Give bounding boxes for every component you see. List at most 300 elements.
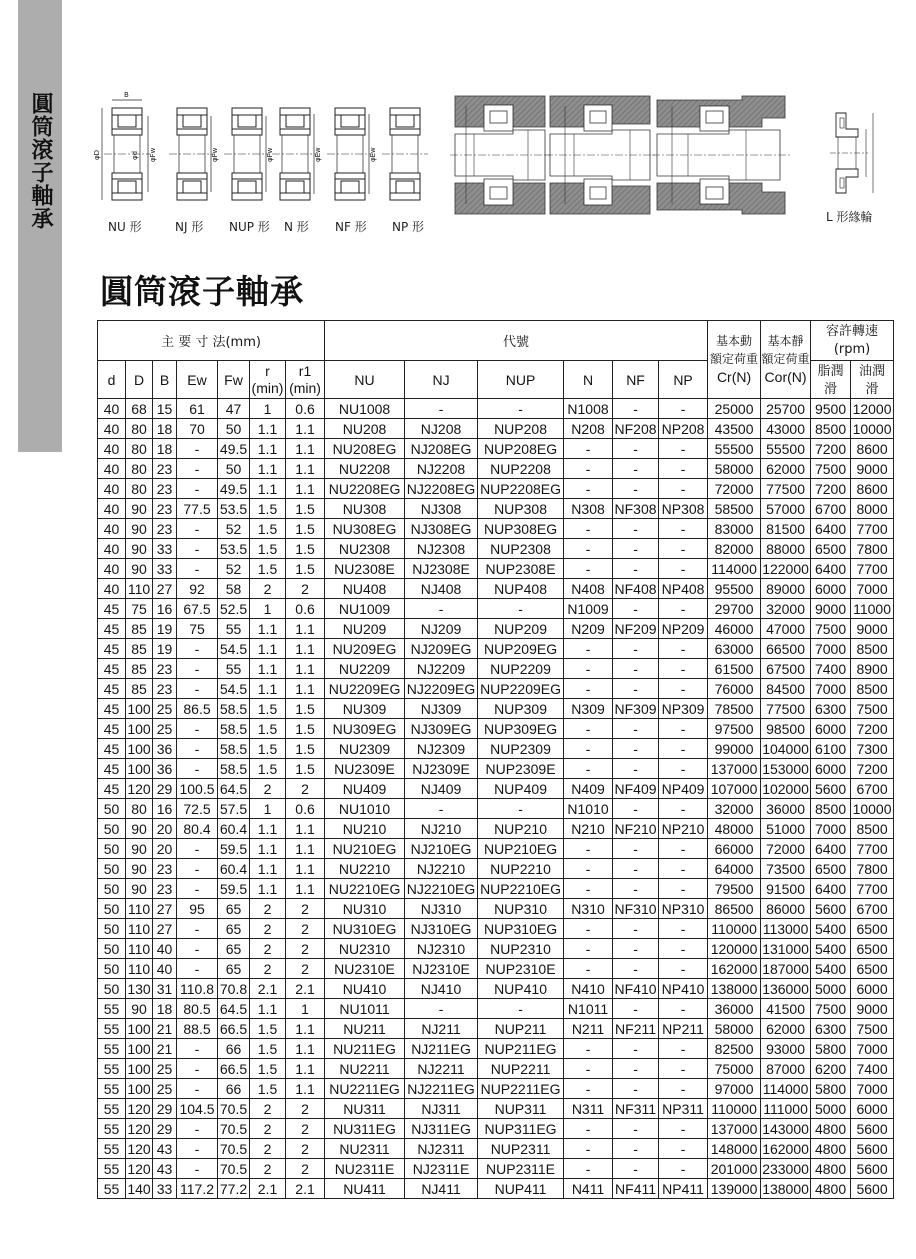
cell-r1: 2 (286, 579, 325, 599)
table-row (98, 1139, 894, 1159)
cell-oil-speed: 5600 (851, 1119, 894, 1139)
cell-np: - (659, 1119, 708, 1139)
cell-d: 50 (98, 939, 126, 959)
cell-n: N311 (564, 1099, 613, 1119)
cell-ew: 75 (177, 619, 218, 639)
cell-nf: NF209 (614, 620, 657, 637)
cell-b: 16 (153, 599, 177, 619)
cell-fw: 70.5 (218, 1099, 250, 1119)
table-row (98, 1179, 894, 1199)
cell-nf: - (613, 939, 659, 959)
cell-d: 40 (98, 559, 126, 579)
cell-grease-speed: 5800 (811, 1039, 851, 1059)
cell-outer-d: 120 (127, 780, 151, 797)
cell-nj: NJ209EG (405, 639, 478, 659)
cell-nup: NUP211EG (478, 1039, 564, 1059)
cell-b: 33 (153, 559, 177, 579)
nf-type-drawing (327, 108, 377, 200)
cell-cor: 113000 (761, 919, 811, 939)
cell-oil-speed: 12000 (851, 399, 894, 419)
cell-fw: 66.5 (218, 1019, 250, 1039)
cell-nu: NU1011 (325, 999, 405, 1019)
cell-d: 45 (98, 619, 126, 639)
cell-r: 1.1 (250, 819, 286, 839)
cell-ew: 95 (177, 899, 218, 919)
cell-b: 33 (153, 539, 177, 559)
cell-np: - (659, 639, 708, 659)
l-flange-ring-drawing (830, 113, 873, 193)
cell-outer-d: 90 (126, 519, 153, 539)
cell-nf: - (613, 519, 659, 539)
cell-r1: 1.5 (286, 719, 325, 739)
cell-b: 29 (153, 1099, 177, 1119)
cell-b: 25 (153, 699, 177, 719)
cell-outer-d: 90 (126, 499, 153, 519)
cell-r: 1.5 (250, 539, 286, 559)
cell-r1: 1.1 (286, 879, 325, 899)
cell-r1: 1.1 (286, 1019, 325, 1039)
cell-n: - (564, 639, 613, 659)
cell-nf: - (613, 599, 659, 619)
table-row (98, 979, 894, 999)
table-row (98, 879, 894, 899)
cell-nup: NUP2209EG (478, 679, 564, 699)
cell-ew: 67.5 (177, 599, 218, 619)
cell-oil-speed: 8500 (851, 679, 894, 699)
table-row (98, 899, 894, 919)
cell-r: 1.1 (250, 839, 286, 859)
cell-oil-speed: 7500 (851, 699, 894, 719)
cell-np: - (659, 399, 708, 419)
cell-outer-d: 100 (127, 720, 151, 737)
col-header-r-label: r (265, 362, 270, 379)
cell-ew: - (177, 639, 218, 659)
cell-oil-speed: 5600 (851, 1179, 894, 1199)
col-header-oil (851, 361, 894, 399)
cell-nj: NJ2308E (405, 559, 478, 579)
cell-b: 40 (153, 939, 177, 959)
cell-oil-speed: 8900 (851, 659, 894, 679)
cell-cr: 120000 (708, 939, 761, 959)
cell-outer-d: 100 (127, 1020, 151, 1037)
cell-grease-speed: 5000 (811, 1099, 851, 1119)
cell-fw: 64.5 (218, 999, 250, 1019)
cell-b: 23 (153, 459, 177, 479)
cell-n: - (564, 719, 613, 739)
cell-cor: 72000 (761, 839, 811, 859)
cell-r: 1.1 (250, 459, 286, 479)
cell-r1: 2 (286, 959, 325, 979)
cell-nf: NF411 (613, 1179, 659, 1199)
cell-oil-speed: 8600 (851, 479, 894, 499)
cell-cr: 29700 (708, 599, 761, 619)
cell-nf: - (613, 479, 659, 499)
cell-nup: NUP209EG (478, 639, 564, 659)
cell-b: 29 (153, 779, 177, 799)
cell-nup: NUP2210 (478, 859, 564, 879)
cell-d: 55 (98, 1139, 126, 1159)
cell-nf: NF311 (613, 1099, 659, 1119)
cell-d: 55 (98, 1039, 126, 1059)
col-header-r-min: (min) (251, 379, 284, 396)
cell-nj: - (405, 799, 478, 819)
cell-nup: NUP208EG (478, 439, 564, 459)
cell-fw: 49.5 (218, 479, 250, 499)
cell-r: 2 (250, 919, 286, 939)
cell-fw: 65 (218, 939, 250, 959)
cell-grease-speed: 7500 (811, 999, 851, 1019)
cell-nj: NJ2211EG (405, 1079, 478, 1099)
cell-n: - (564, 459, 613, 479)
cell-r: 1.5 (250, 1079, 286, 1099)
header-row-groups (98, 321, 894, 361)
static-load-line2: 額定荷重 (761, 352, 810, 366)
cell-oil-speed: 8500 (851, 639, 894, 659)
cell-fw: 60.4 (218, 859, 250, 879)
cell-fw: 70.5 (218, 1119, 250, 1139)
cell-b: 40 (153, 959, 177, 979)
cell-d: 50 (98, 899, 126, 919)
table-row (98, 799, 894, 819)
cell-nup: NUP2211EG (478, 1079, 564, 1099)
cell-oil-speed: 7000 (851, 579, 894, 599)
cell-nup: - (478, 599, 564, 619)
table-row (98, 1039, 894, 1059)
cell-r1: 2 (286, 1119, 325, 1139)
cell-cor: 25700 (761, 399, 811, 419)
cell-r1: 1.5 (286, 559, 325, 579)
cell-nup: NUP2210EG (478, 879, 564, 899)
cell-n: - (564, 759, 613, 779)
cell-r1: 0.6 (286, 799, 325, 819)
cell-r: 1.5 (250, 499, 286, 519)
cell-nj: NJ208EG (405, 439, 478, 459)
cell-d: 45 (98, 719, 126, 739)
cell-n: - (564, 659, 613, 679)
cell-r: 1.1 (250, 479, 286, 499)
cell-nu: NU410 (325, 979, 405, 999)
cell-nj: NJ309EG (405, 719, 478, 739)
cell-fw: 52.5 (218, 599, 250, 619)
table-row (98, 1119, 894, 1139)
cell-nup: NUP309EG (478, 719, 564, 739)
cell-nu: NU208 (325, 419, 405, 439)
cell-nu: NU2211 (325, 1059, 405, 1079)
cell-d: 45 (98, 679, 126, 699)
l-flange-ring-label: L 形緣輪 (826, 210, 873, 224)
cell-ew: - (177, 959, 218, 979)
cell-nu: NU2311E (325, 1159, 405, 1179)
cell-grease-speed: 8500 (811, 419, 851, 439)
cell-grease-speed: 7400 (811, 659, 851, 679)
cell-outer-d: 100 (127, 700, 151, 717)
table-row (98, 619, 894, 639)
cell-np: - (659, 459, 708, 479)
cell-cr: 61500 (708, 659, 761, 679)
cell-grease-speed: 6200 (811, 1059, 851, 1079)
cell-r: 2.1 (250, 1179, 286, 1199)
cell-nj: - (405, 599, 478, 619)
cell-np: - (659, 659, 708, 679)
cell-fw: 55 (218, 659, 250, 679)
cell-n: - (564, 1159, 613, 1179)
cell-nup: NUP411 (478, 1179, 564, 1199)
cell-b: 23 (153, 519, 177, 539)
cell-nf: - (613, 1079, 659, 1099)
cell-r: 2 (250, 939, 286, 959)
cell-outer-d: 110 (126, 899, 153, 919)
cell-outer-d: 110 (126, 959, 153, 979)
cell-n: - (564, 539, 613, 559)
cell-outer-d: 90 (126, 999, 153, 1019)
cell-nj: NJ2208 (405, 459, 478, 479)
cell-np: - (659, 839, 708, 859)
cell-grease-speed: 6500 (811, 539, 851, 559)
cell-r1: 2 (286, 1099, 325, 1119)
cell-cr: 86500 (708, 899, 761, 919)
cell-oil-speed: 11000 (851, 599, 894, 619)
cell-outer-d: 90 (126, 539, 153, 559)
dim-label-ew: φEw (369, 147, 377, 162)
cell-nf: - (613, 639, 659, 659)
cell-cor: 73500 (761, 859, 811, 879)
table-body (98, 399, 894, 1199)
cell-r1: 0.6 (286, 399, 325, 419)
cell-b: 15 (153, 399, 177, 419)
cell-r: 1.5 (250, 739, 286, 759)
cell-fw: 52 (218, 519, 250, 539)
cell-ew: 72.5 (177, 799, 218, 819)
cell-nu: NU210 (325, 819, 405, 839)
table-row (98, 1159, 894, 1179)
cell-outer-d: 85 (126, 619, 153, 639)
cell-ew: - (177, 459, 218, 479)
table-row (98, 699, 894, 719)
cell-ew: 104.5 (177, 1099, 218, 1119)
table-row (98, 579, 894, 599)
cell-cr: 79500 (708, 879, 761, 899)
cell-nu: NU2208EG (325, 479, 405, 499)
cell-np: - (659, 739, 708, 759)
cell-r: 1.1 (250, 859, 286, 879)
cell-cr: 97000 (708, 1079, 761, 1099)
cell-nj: NJ2308 (405, 539, 478, 559)
cell-nj: NJ2211 (405, 1059, 478, 1079)
cell-nf: - (613, 659, 659, 679)
table-row (98, 479, 894, 499)
cell-nu: NU2210EG (325, 879, 405, 899)
cell-np: NP410 (659, 979, 708, 999)
table-row (98, 659, 894, 679)
cell-np: - (659, 1079, 708, 1099)
cell-n: - (564, 1059, 613, 1079)
cell-np: NP211 (659, 1019, 708, 1039)
cell-nj: NJ2209EG (405, 679, 478, 699)
cell-cor: 104000 (762, 740, 809, 757)
cell-nu: NU2308 (325, 539, 405, 559)
cell-n: N408 (564, 579, 613, 599)
cell-nf: - (613, 839, 659, 859)
dim-label-b: B (124, 91, 129, 99)
cell-oil-speed: 7800 (851, 859, 894, 879)
cell-ew: - (177, 1159, 218, 1179)
cell-np: - (659, 1139, 708, 1159)
dynamic-load-line2: 額定荷重 (710, 352, 759, 366)
cell-outer-d: 85 (126, 639, 153, 659)
cell-outer-d: 90 (126, 559, 153, 579)
col-header-r1 (286, 361, 325, 399)
table-row (98, 419, 894, 439)
cell-n: - (564, 1079, 613, 1099)
col-header-d: d (98, 361, 126, 399)
cell-d: 40 (98, 479, 126, 499)
cell-grease-speed: 7000 (811, 639, 851, 659)
cell-grease-speed: 7000 (811, 679, 851, 699)
cell-d: 45 (98, 739, 126, 759)
cell-r: 1.1 (250, 639, 286, 659)
cell-b: 29 (153, 1119, 177, 1139)
cell-ew: 77.5 (177, 499, 218, 519)
cell-nup: NUP209 (478, 619, 564, 639)
cell-n: - (564, 439, 613, 459)
cell-nu: NU2209EG (325, 679, 405, 699)
cell-r1: 1.1 (286, 679, 325, 699)
cell-r: 1.5 (250, 699, 286, 719)
cell-nu: NU310EG (325, 919, 405, 939)
cell-np: - (659, 799, 708, 819)
col-header-grease-line2: 滑 (824, 381, 838, 397)
cell-r1: 1.1 (286, 1079, 325, 1099)
cell-r1: 1.1 (286, 819, 325, 839)
cell-n: N208 (564, 419, 613, 439)
cell-nj: NJ210 (405, 819, 478, 839)
dim-label-bore: φd (131, 150, 139, 160)
cell-ew: 80.5 (177, 999, 218, 1019)
cell-n: - (564, 559, 613, 579)
cell-nf: - (613, 399, 659, 419)
cell-fw: 60.4 (218, 819, 250, 839)
col-header-b: B (153, 361, 177, 399)
section-tab-label: 圓筒滾子軸承 (28, 92, 53, 230)
cell-fw: 65 (218, 899, 250, 919)
cell-cor: 86000 (761, 899, 811, 919)
cell-r: 1.1 (250, 659, 286, 679)
cell-d: 55 (98, 1159, 126, 1179)
cell-ew: - (177, 1079, 218, 1099)
cell-oil-speed: 9000 (851, 619, 894, 639)
cell-oil-speed: 6000 (851, 979, 894, 999)
cell-outer-d: 75 (126, 599, 153, 619)
bearing-spec-table (97, 320, 894, 1199)
cell-grease-speed: 7200 (811, 439, 851, 459)
cell-cor: 62000 (761, 459, 811, 479)
cell-outer-d: 85 (126, 659, 153, 679)
cell-cor: 55500 (761, 439, 811, 459)
cell-np: - (659, 1039, 708, 1059)
cell-nup: NUP311 (478, 1099, 564, 1119)
table-row (98, 819, 894, 839)
cell-d: 50 (98, 819, 126, 839)
cell-ew: - (177, 1119, 218, 1139)
cell-np: NP411 (659, 1179, 708, 1199)
cell-cr: 137000 (708, 1119, 761, 1139)
cell-ew: - (177, 879, 218, 899)
cell-cr: 72000 (708, 479, 761, 499)
cell-r1: 1.5 (286, 759, 325, 779)
table-row (98, 859, 894, 879)
col-header-nu: NU (325, 361, 405, 399)
cell-ew: - (177, 519, 218, 539)
cell-nj: NJ210EG (405, 839, 478, 859)
cell-fw: 66.5 (218, 1059, 250, 1079)
cell-d: 45 (98, 599, 126, 619)
cell-b: 23 (153, 659, 177, 679)
cell-b: 18 (153, 419, 177, 439)
cell-nup: NUP408 (478, 579, 564, 599)
cell-b: 33 (153, 1179, 177, 1199)
cell-nu: NU1010 (325, 799, 405, 819)
cell-oil-speed: 5600 (851, 1139, 894, 1159)
cell-grease-speed: 7000 (811, 819, 851, 839)
cell-cr: 83000 (708, 519, 761, 539)
nup-type-drawing (224, 108, 274, 200)
cell-r1: 1.1 (286, 1039, 325, 1059)
cell-ew: - (177, 759, 218, 779)
cell-ew: - (177, 559, 218, 579)
cell-ew: - (177, 739, 218, 759)
cell-b: 23 (153, 859, 177, 879)
cell-r: 1.1 (250, 879, 286, 899)
cell-cor: 57000 (761, 499, 811, 519)
cell-cor: 36000 (761, 799, 811, 819)
cell-b: 23 (153, 499, 177, 519)
cell-n: N409 (564, 779, 613, 799)
speed-header-line2: (rpm) (833, 341, 871, 357)
cell-nup: - (478, 399, 564, 419)
cell-cr: 78500 (708, 699, 761, 719)
cell-oil-speed: 7200 (851, 759, 894, 779)
cell-nj: NJ310 (405, 899, 478, 919)
cell-grease-speed: 6500 (811, 859, 851, 879)
cell-cr: 148000 (708, 1139, 761, 1159)
cell-nup: NUP410 (478, 979, 564, 999)
cell-nu: NU210EG (325, 839, 405, 859)
cell-n: - (564, 1039, 613, 1059)
cell-outer-d: 120 (127, 1100, 151, 1117)
cell-fw: 53.5 (218, 539, 250, 559)
cell-r1: 1.5 (286, 519, 325, 539)
cell-b: 18 (153, 439, 177, 459)
cell-nu: NU2209 (325, 659, 405, 679)
cell-nf: NF208 (614, 420, 657, 437)
cell-np: - (659, 679, 708, 699)
cell-ew: 117.2 (177, 1179, 218, 1199)
cell-cor: 84500 (761, 679, 811, 699)
cell-cr: 137000 (708, 759, 761, 779)
cell-r1: 1.1 (286, 839, 325, 859)
cell-b: 18 (153, 999, 177, 1019)
cell-nup: NUP2311 (478, 1139, 564, 1159)
cell-cor: 77500 (761, 699, 811, 719)
cell-outer-d: 80 (126, 459, 153, 479)
cell-nup: NUP2208 (478, 459, 564, 479)
cell-np: - (659, 1059, 708, 1079)
cell-d: 55 (98, 1059, 126, 1079)
cell-ew: 70 (177, 419, 218, 439)
cell-oil-speed: 7300 (851, 739, 894, 759)
cell-r: 1.5 (250, 1019, 286, 1039)
cell-outer-d: 90 (126, 839, 153, 859)
